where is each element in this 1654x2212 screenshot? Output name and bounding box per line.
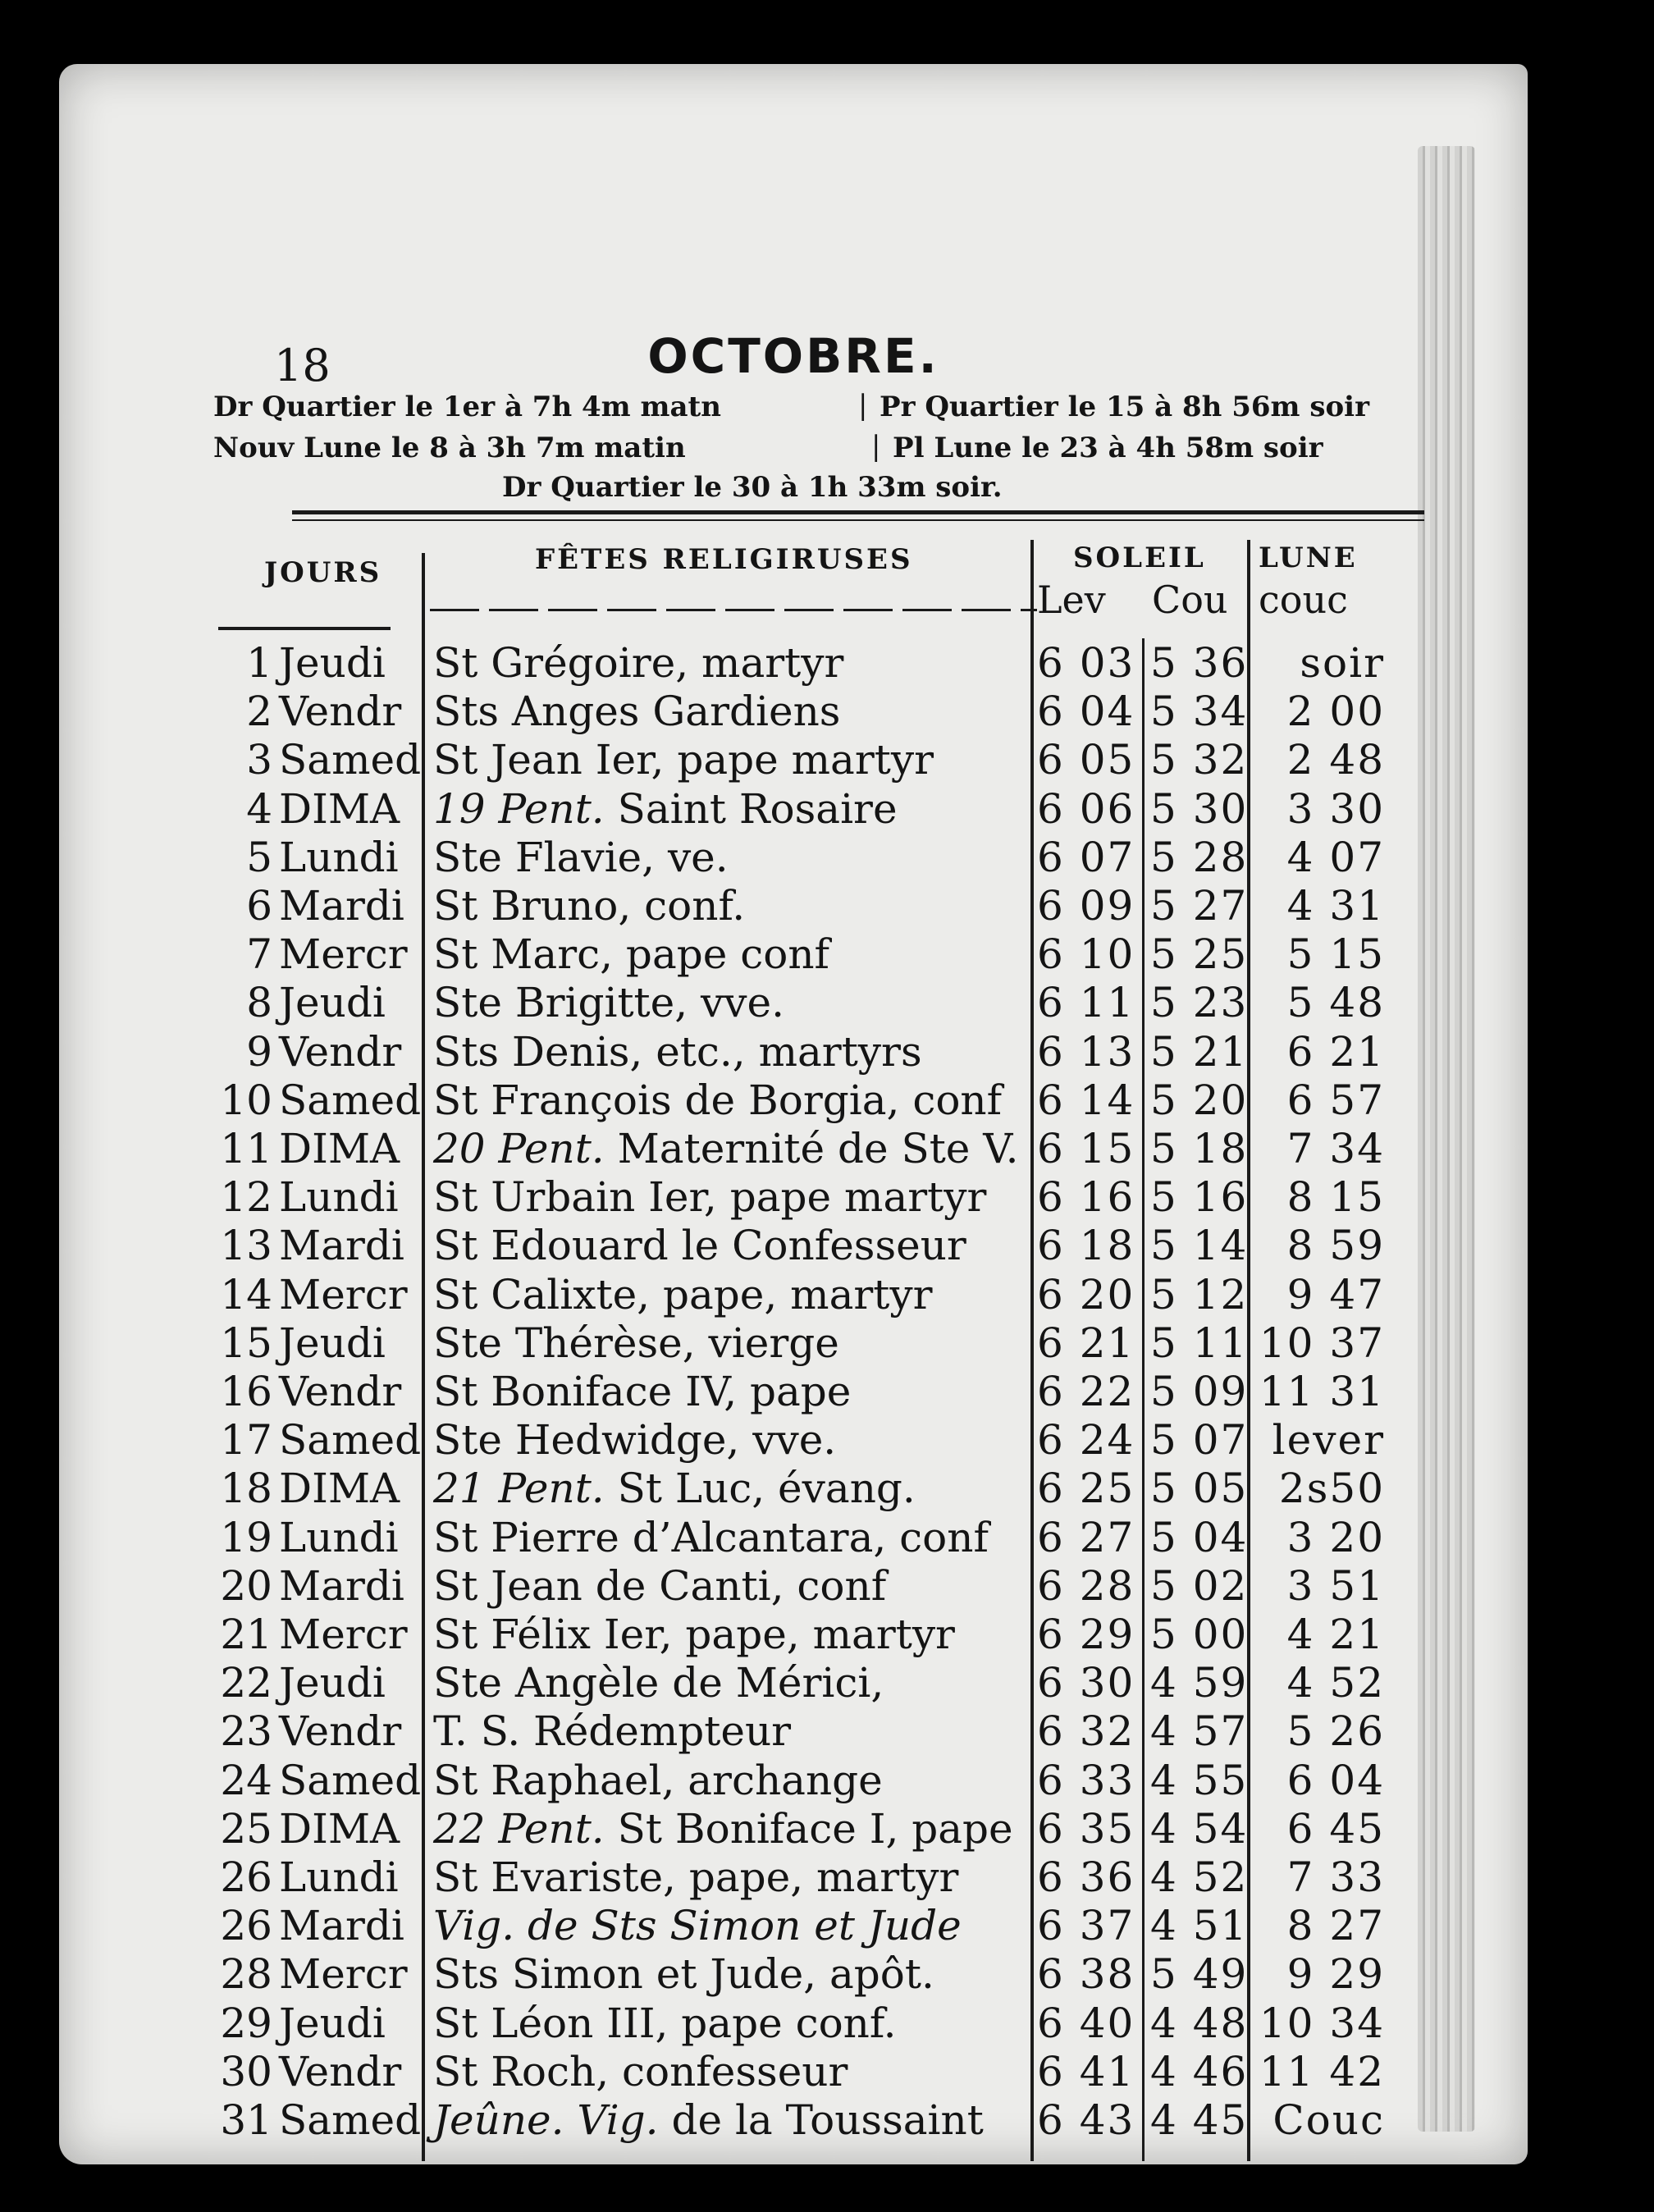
moon-time: soir <box>1300 639 1385 687</box>
weekday: Mercr <box>279 1611 408 1658</box>
feast-text <box>433 1124 1019 1173</box>
sunrise-time: 6 35 <box>1037 1804 1135 1853</box>
weekday: Jeudi <box>279 979 386 1027</box>
feast-name: St Jean de Canti, conf <box>433 1561 887 1610</box>
weekday: Vendr <box>279 2047 402 2095</box>
feast-text <box>433 1804 1013 1853</box>
sunrise-time: 6 16 <box>1037 1173 1135 1222</box>
day-number: 8 <box>246 979 272 1027</box>
moon-phase-1: Dr Quartier le 1er à 7h 4m matn <box>213 391 721 423</box>
sunrise-time: 6 04 <box>1037 688 1135 736</box>
moon-time: 9 47 <box>1286 1270 1385 1319</box>
feast-text <box>433 1853 958 1902</box>
header-rule-thin <box>292 519 1424 521</box>
sunrise-time: 6 37 <box>1037 1902 1135 1950</box>
table-row <box>59 1561 1528 1611</box>
feast-text <box>433 1949 934 1999</box>
header-couc: couc <box>1259 578 1348 622</box>
sunrise-time: 6 38 <box>1037 1950 1135 1999</box>
feast-name: St Boniface IV, pape <box>433 1368 852 1415</box>
table-row <box>59 978 1528 1027</box>
day-number: 21 <box>220 1611 272 1658</box>
moon-time: 10 37 <box>1259 1319 1385 1367</box>
table-row <box>59 784 1528 834</box>
feast-text <box>433 1076 1002 1125</box>
weekday: DIMA <box>279 784 400 833</box>
moon-time: 6 45 <box>1286 1804 1385 1853</box>
feast-text <box>433 735 934 784</box>
table-row <box>59 833 1528 882</box>
feast-name: St Raphael, archange <box>433 1756 883 1804</box>
weekday: DIMA <box>279 1125 400 1172</box>
sunset-time: 5 11 <box>1150 1319 1249 1367</box>
feast-text <box>433 1270 933 1319</box>
header-soleil: SOLEIL <box>1073 542 1206 574</box>
table-row <box>59 1707 1528 1756</box>
moon-time: 8 27 <box>1286 1902 1385 1950</box>
moon-time: 8 15 <box>1286 1173 1385 1222</box>
sunset-time: 5 04 <box>1150 1513 1249 1561</box>
feast-name: T. S. Rédempteur <box>433 1707 792 1756</box>
sunrise-time: 6 24 <box>1037 1416 1135 1465</box>
moon-phase-separator: | <box>858 389 868 422</box>
header-lune: LUNE <box>1259 542 1358 574</box>
feast-name: Ste Angèle de Mérici, <box>433 1659 884 1707</box>
header-jours: JOURS <box>264 556 382 589</box>
feast-text <box>433 1027 922 1076</box>
weekday: Lundi <box>279 1513 399 1561</box>
day-number: 30 <box>220 2047 272 2095</box>
day-number: 5 <box>246 833 272 881</box>
table-row <box>59 1319 1528 1368</box>
sunset-time: 5 20 <box>1150 1076 1249 1124</box>
weekday: Lundi <box>279 833 399 881</box>
sunrise-time: 6 11 <box>1037 979 1135 1027</box>
day-number: 18 <box>220 1465 272 1513</box>
table-row <box>59 1513 1528 1562</box>
weekday: Samed <box>279 2096 422 2144</box>
day-number: 24 <box>220 1756 272 1804</box>
day-number: 23 <box>220 1707 272 1756</box>
moon-time: 7 34 <box>1286 1125 1385 1172</box>
sunset-time: 4 45 <box>1150 2096 1249 2144</box>
feast-text <box>433 2095 984 2145</box>
feast-name: St Luc, évang. <box>617 1465 916 1513</box>
feast-text <box>433 833 729 882</box>
table-row <box>59 1124 1528 1173</box>
weekday: Vendr <box>279 688 402 736</box>
sunrise-time: 6 29 <box>1037 1611 1135 1658</box>
table-row <box>59 1610 1528 1659</box>
sunset-time: 5 21 <box>1150 1027 1249 1076</box>
moon-phase-4: Pl Lune le 23 à 4h 58m soir <box>893 432 1323 464</box>
table-row <box>59 881 1528 930</box>
feast-text <box>433 1172 986 1222</box>
moon-time: 4 52 <box>1286 1659 1385 1707</box>
feast-name: St Bruno, conf. <box>433 882 746 930</box>
feast-name: Ste Brigitte, vve. <box>433 979 785 1027</box>
feast-name: Ste Flavie, ve. <box>433 833 729 881</box>
page-title: OCTOBRE. <box>647 328 939 384</box>
sunset-time: 4 55 <box>1150 1756 1249 1804</box>
moon-time: 6 04 <box>1286 1756 1385 1804</box>
feast-name: St Léon III, pape conf. <box>433 1999 897 2047</box>
weekday: Jeudi <box>279 639 386 687</box>
sunrise-time: 6 14 <box>1037 1076 1135 1124</box>
feast-name: Saint Rosaire <box>617 784 898 833</box>
sunset-time: 5 32 <box>1150 736 1249 784</box>
sunrise-time: 6 18 <box>1037 1222 1135 1270</box>
sunrise-time: 6 27 <box>1037 1513 1135 1561</box>
moon-time: 5 48 <box>1286 979 1385 1027</box>
table-row <box>59 735 1528 784</box>
day-number: 31 <box>220 2096 272 2144</box>
weekday: Vendr <box>279 1027 402 1076</box>
weekday: Mercr <box>279 1950 408 1999</box>
sunset-time: 5 30 <box>1150 784 1249 833</box>
day-number: 4 <box>246 784 272 833</box>
weekday: Mardi <box>279 1222 404 1270</box>
sunset-time: 4 48 <box>1150 1999 1249 2047</box>
sunrise-time: 6 03 <box>1037 639 1135 687</box>
table-row <box>59 1853 1528 1902</box>
header-cou: Cou <box>1152 578 1228 622</box>
sunset-time: 4 46 <box>1150 2047 1249 2095</box>
table-row <box>59 687 1528 736</box>
table-row <box>59 1415 1528 1465</box>
sunrise-time: 6 36 <box>1037 1853 1135 1901</box>
moon-time: 11 31 <box>1259 1368 1385 1415</box>
day-number: 26 <box>220 1902 272 1950</box>
moon-time: Couc <box>1272 2096 1385 2144</box>
weekday: Mercr <box>279 1270 408 1319</box>
feast-text <box>433 687 840 736</box>
day-number: 29 <box>220 1999 272 2047</box>
sunrise-time: 6 25 <box>1037 1465 1135 1513</box>
feast-text <box>433 1901 962 1950</box>
weekday: Lundi <box>279 1853 399 1901</box>
feast-name: St Félix Ier, pape, martyr <box>433 1611 955 1658</box>
moon-time: 2s50 <box>1278 1465 1385 1513</box>
feast-name: de la Toussaint <box>671 2096 984 2144</box>
day-number: 12 <box>220 1173 272 1222</box>
day-number: 13 <box>220 1222 272 1270</box>
table-row <box>59 1949 1528 1999</box>
weekday: Jeudi <box>279 1319 386 1367</box>
feast-text <box>433 930 829 979</box>
weekday: Samed <box>279 1756 422 1804</box>
feast-name: Sts Anges Gardiens <box>433 688 841 736</box>
day-number: 19 <box>220 1513 272 1561</box>
feast-prefix: Jeûne. Vig. <box>433 2096 659 2144</box>
moon-time: 6 57 <box>1286 1076 1385 1124</box>
feast-text <box>433 978 784 1027</box>
weekday: Samed <box>279 736 422 784</box>
feast-name: Maternité de Ste V. <box>617 1125 1019 1172</box>
sunset-time: 5 23 <box>1150 979 1249 1027</box>
moon-time: 3 20 <box>1286 1513 1385 1561</box>
sunset-time: 5 36 <box>1150 639 1249 687</box>
day-number: 28 <box>220 1950 272 1999</box>
sunset-time: 4 51 <box>1150 1902 1249 1950</box>
sunrise-time: 6 13 <box>1037 1027 1135 1076</box>
sunrise-time: 6 15 <box>1037 1125 1135 1172</box>
sunrise-time: 6 21 <box>1037 1319 1135 1367</box>
sunrise-time: 6 05 <box>1037 736 1135 784</box>
moon-time: 5 26 <box>1286 1707 1385 1756</box>
feast-name: St Calixte, pape, martyr <box>433 1270 933 1319</box>
feast-name: Ste Hedwidge, vve. <box>433 1416 837 1465</box>
weekday: Lundi <box>279 1173 399 1222</box>
sunrise-time: 6 09 <box>1037 882 1135 930</box>
moon-time: 4 31 <box>1286 882 1385 930</box>
moon-phase-3: Nouv Lune le 8 à 3h 7m matin <box>213 432 686 464</box>
table-row <box>59 1027 1528 1076</box>
sunrise-time: 6 20 <box>1037 1270 1135 1319</box>
feast-name: Sts Denis, etc., martyrs <box>433 1027 922 1076</box>
weekday: DIMA <box>279 1804 400 1853</box>
day-number: 3 <box>246 736 272 784</box>
sunset-time: 4 59 <box>1150 1659 1249 1707</box>
sunset-time: 5 09 <box>1150 1368 1249 1415</box>
moon-time: 6 21 <box>1286 1027 1385 1076</box>
day-number: 14 <box>220 1270 272 1319</box>
sunset-time: 5 18 <box>1150 1125 1249 1172</box>
table-row <box>59 1221 1528 1270</box>
feast-text <box>433 1561 886 1611</box>
feast-name: Ste Thérèse, vierge <box>433 1319 839 1367</box>
sunrise-time: 6 10 <box>1037 930 1135 979</box>
sunrise-time: 6 22 <box>1037 1368 1135 1415</box>
day-number: 10 <box>220 1076 272 1124</box>
moon-time: 9 29 <box>1286 1950 1385 1999</box>
feast-prefix: 20 Pent. <box>433 1125 605 1172</box>
sunset-time: 5 00 <box>1150 1611 1249 1658</box>
feast-prefix: 22 Pent. <box>433 1804 605 1853</box>
day-number: 26 <box>220 1853 272 1901</box>
feast-name: St Urbain Ier, pape martyr <box>433 1173 987 1222</box>
header-fetes: FÊTES RELIGIRUSES <box>535 543 913 576</box>
feast-prefix: 21 Pent. <box>433 1465 605 1513</box>
sunset-time: 4 52 <box>1150 1853 1249 1901</box>
sunrise-time: 6 28 <box>1037 1561 1135 1610</box>
table-row <box>59 930 1528 979</box>
table-row <box>59 1367 1528 1416</box>
moon-phase-2: Pr Quartier le 15 à 8h 56m soir <box>880 391 1369 423</box>
moon-time: 7 33 <box>1286 1853 1385 1901</box>
weekday: Jeudi <box>279 1999 386 2047</box>
weekday: DIMA <box>279 1465 400 1513</box>
feast-text <box>433 1610 955 1659</box>
feast-name: St Jean Ier, pape martyr <box>433 736 934 784</box>
weekday: Samed <box>279 1076 422 1124</box>
table-row <box>59 2047 1528 2096</box>
feast-text <box>433 1221 966 1270</box>
feast-text <box>433 1464 916 1513</box>
feast-name: St Grégoire, martyr <box>433 639 844 687</box>
fetes-underline <box>430 609 1037 611</box>
day-number: 15 <box>220 1319 272 1367</box>
table-row <box>59 1076 1528 1125</box>
moon-time: 5 15 <box>1286 930 1385 979</box>
weekday: Mardi <box>279 1561 404 1610</box>
feast-text <box>433 784 898 834</box>
feast-text <box>433 1658 884 1707</box>
feast-text <box>433 1415 836 1465</box>
weekday: Jeudi <box>279 1659 386 1707</box>
moon-time: lever <box>1272 1416 1385 1465</box>
moon-time: 10 34 <box>1259 1999 1385 2047</box>
page-number: 18 <box>274 340 331 391</box>
sunrise-time: 6 30 <box>1037 1659 1135 1707</box>
sunset-time: 5 27 <box>1150 882 1249 930</box>
header-lev: Lev <box>1037 578 1106 622</box>
moon-time: 4 21 <box>1286 1611 1385 1658</box>
feast-prefix: 19 Pent. <box>433 784 605 833</box>
table-row <box>59 1901 1528 1950</box>
moon-time: 3 51 <box>1286 1561 1385 1610</box>
header-rule <box>292 510 1424 514</box>
table-row <box>59 1804 1528 1853</box>
day-number: 20 <box>220 1561 272 1610</box>
sunrise-time: 6 33 <box>1037 1756 1135 1804</box>
day-number: 9 <box>246 1027 272 1076</box>
weekday: Mercr <box>279 930 408 979</box>
moon-phase-separator: | <box>871 430 881 463</box>
weekday: Samed <box>279 1416 422 1465</box>
sunrise-time: 6 43 <box>1037 2096 1135 2144</box>
table-row <box>59 1658 1528 1707</box>
day-number: 16 <box>220 1368 272 1415</box>
day-number: 2 <box>246 688 272 736</box>
feast-text <box>433 1319 839 1368</box>
almanac-page <box>59 64 1528 2164</box>
feast-name: St Roch, confesseur <box>433 2047 848 2095</box>
day-number: 22 <box>220 1659 272 1707</box>
table-row <box>59 1172 1528 1222</box>
moon-time: 4 07 <box>1286 833 1385 881</box>
sunset-time: 5 34 <box>1150 688 1249 736</box>
feast-text <box>433 638 843 688</box>
table-row <box>59 1999 1528 2048</box>
moon-phase-5: Dr Quartier le 30 à 1h 33m soir. <box>502 471 1003 504</box>
weekday: Mardi <box>279 1902 404 1950</box>
sunset-time: 4 54 <box>1150 1804 1249 1853</box>
sunrise-time: 6 32 <box>1037 1707 1135 1756</box>
feast-text <box>433 1999 897 2048</box>
feast-name: Sts Simon et Jude, apôt. <box>433 1950 934 1999</box>
day-number: 11 <box>220 1125 272 1172</box>
feast-text <box>433 1367 851 1416</box>
sunset-time: 5 14 <box>1150 1222 1249 1270</box>
sunset-time: 5 49 <box>1150 1950 1249 1999</box>
moon-time: 11 42 <box>1259 2047 1385 2095</box>
feast-prefix: Vig. de Sts Simon et Jude <box>433 1902 962 1950</box>
table-row <box>59 1464 1528 1513</box>
feast-name: St Evariste, pape, martyr <box>433 1853 959 1901</box>
day-number: 7 <box>246 930 272 979</box>
moon-time: 8 59 <box>1286 1222 1385 1270</box>
sunrise-time: 6 41 <box>1037 2047 1135 2095</box>
weekday: Vendr <box>279 1368 402 1415</box>
sunset-time: 5 25 <box>1150 930 1249 979</box>
day-number: 17 <box>220 1416 272 1465</box>
feast-name: St Pierre d’Alcantara, conf <box>433 1513 989 1561</box>
moon-time: 2 00 <box>1286 688 1385 736</box>
jours-underline <box>218 627 391 630</box>
feast-name: St François de Borgia, conf <box>433 1076 1003 1124</box>
feast-text <box>433 2047 848 2096</box>
sunset-time: 5 16 <box>1150 1173 1249 1222</box>
table-row <box>59 638 1528 688</box>
day-number: 25 <box>220 1804 272 1853</box>
feast-text <box>433 1756 883 1805</box>
sunset-time: 5 05 <box>1150 1465 1249 1513</box>
weekday: Mardi <box>279 882 404 930</box>
feast-text <box>433 1707 791 1756</box>
sunset-time: 5 28 <box>1150 833 1249 881</box>
moon-time: 3 30 <box>1286 784 1385 833</box>
sunset-time: 4 57 <box>1150 1707 1249 1756</box>
sunrise-time: 6 06 <box>1037 784 1135 833</box>
sunrise-time: 6 40 <box>1037 1999 1135 2047</box>
table-row <box>59 1270 1528 1319</box>
weekday: Vendr <box>279 1707 402 1756</box>
moon-time: 2 48 <box>1286 736 1385 784</box>
sunset-time: 5 02 <box>1150 1561 1249 1610</box>
feast-text <box>433 881 745 930</box>
sunset-time: 5 07 <box>1150 1416 1249 1465</box>
table-row <box>59 2095 1528 2145</box>
sunset-time: 5 12 <box>1150 1270 1249 1319</box>
sunrise-time: 6 07 <box>1037 833 1135 881</box>
table-row <box>59 1756 1528 1805</box>
feast-text <box>433 1513 989 1562</box>
feast-name: St Marc, pape conf <box>433 930 830 979</box>
feast-name: St Edouard le Confesseur <box>433 1222 966 1270</box>
feast-name: St Boniface I, pape <box>617 1804 1013 1853</box>
day-number: 6 <box>246 882 272 930</box>
day-number: 1 <box>246 639 272 687</box>
